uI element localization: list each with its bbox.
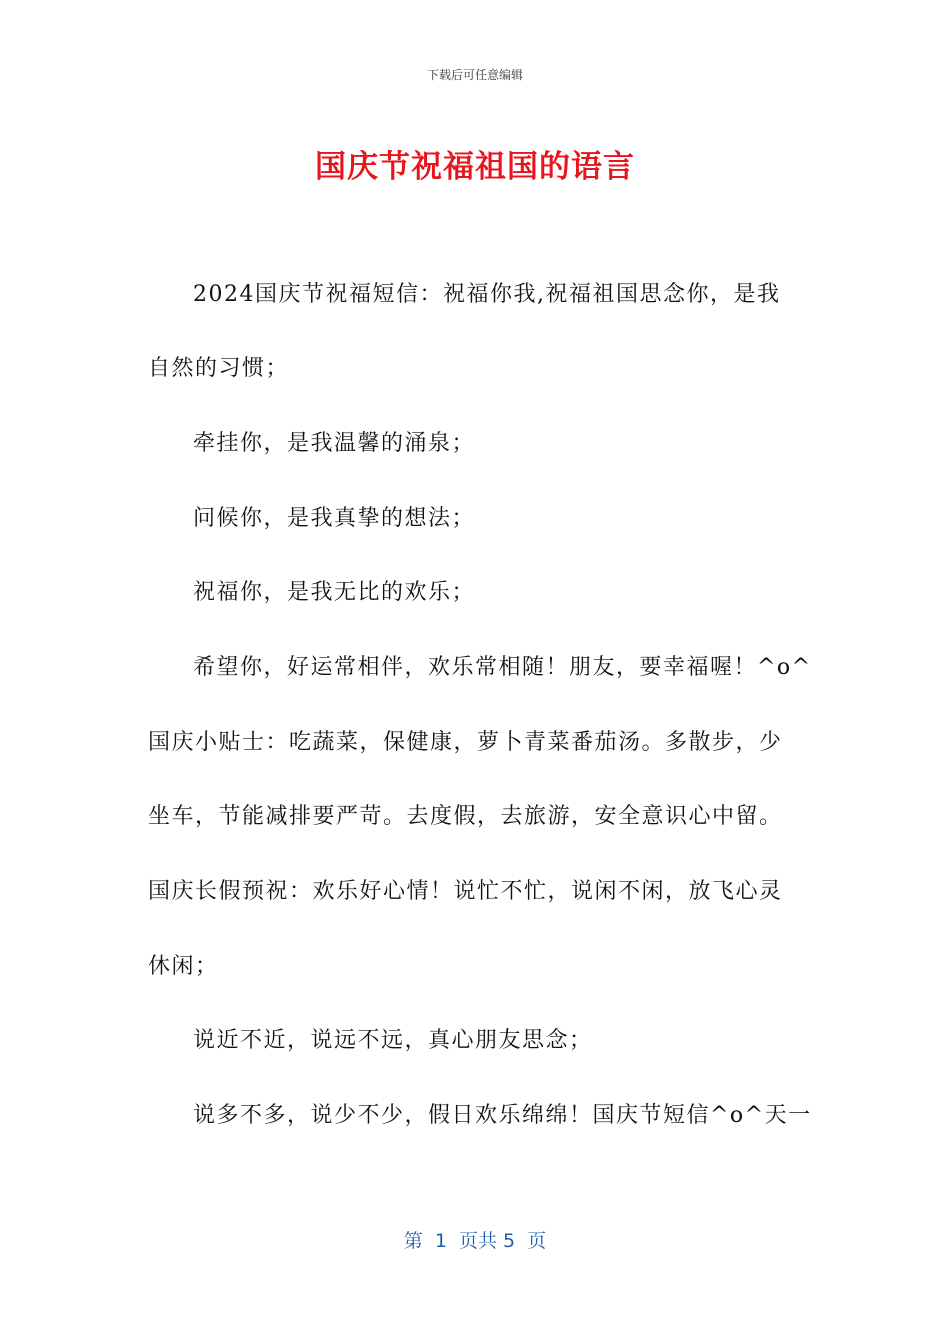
- paragraph-line-10: 休闲；: [148, 954, 219, 979]
- paragraph-line-3: 牵挂你，是我温馨的涌泉；: [193, 431, 476, 456]
- page-footer: 第 1 页共 5 页: [403, 1230, 547, 1252]
- paragraph-line-4: 问候你，是我真挚的想法；: [193, 506, 476, 531]
- paragraph-line-9: 国庆长假预祝：欢乐好心情！说忙不忙，说闲不闲，放飞心灵: [148, 879, 783, 904]
- paragraph-line-7: 国庆小贴士：吃蔬菜，保健康，萝卜青菜番茄汤。多散步，少: [148, 730, 783, 755]
- paragraph-line-1: 2024国庆节祝福短信：祝福你我,祝福祖国思念你，是我: [193, 282, 781, 307]
- document-title: 国庆节祝福祖国的语言: [315, 149, 635, 185]
- header-note: 下载后可任意编辑: [426, 68, 523, 82]
- paragraph-line-5: 祝福你，是我无比的欢乐；: [193, 580, 476, 605]
- paragraph-line-2: 自然的习惯；: [148, 356, 290, 381]
- paragraph-line-12: 说多不多，说少不少，假日欢乐绵绵！国庆节短信^o^天一: [193, 1103, 812, 1128]
- paragraph-line-6: 希望你，好运常相伴，欢乐常相随！朋友，要幸福喔！^o^: [193, 655, 812, 680]
- paragraph-line-8: 坐车，节能减排要严苛。去度假，去旅游，安全意识心中留。: [148, 804, 783, 829]
- paragraph-line-11: 说近不近，说远不远，真心朋友思念；: [193, 1028, 593, 1053]
